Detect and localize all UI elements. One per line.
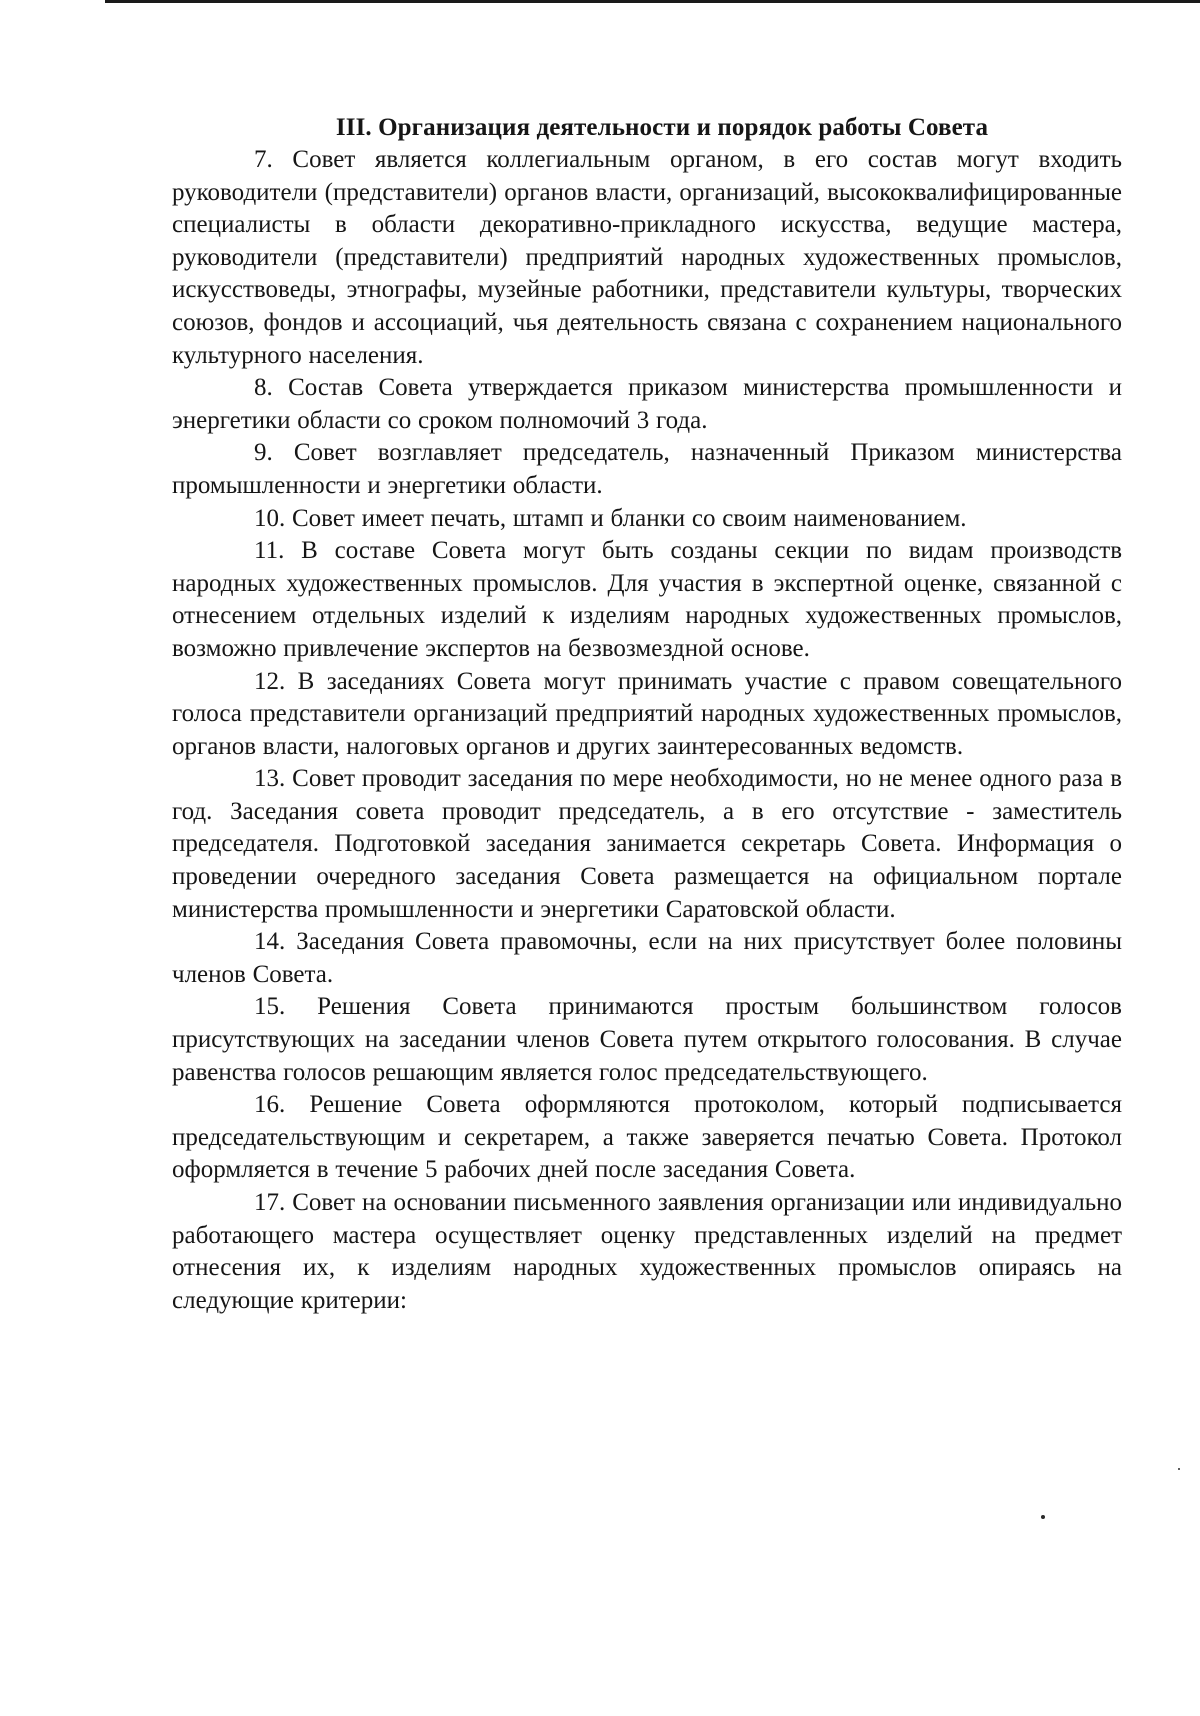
document-body bbox=[172, 112, 1122, 1317]
paragraph-7: 7. Совет является коллегиальным органом, в его состав могут входить руководители (представители) органов власти, организаций, высококвалифицированные специалисты в области декоративно-прикладного искусства, ведущие мастера, руководители (представители) предприятий народных художественных промыслов, искусствоведы, этнографы, музейные работники, представители культуры, творческих союзов, фондов и ассоциаций, чья деятельность связана с сохранением национального культурного населения. bbox=[172, 146, 1122, 369]
paragraph-11: 11. В составе Совета могут быть созданы секции по видам производств народных художественных промыслов. Для участия в экспертной оценке, связанной с отнесением отдельных изделий к изделиям народных художественных промыслов, возможно привлечение экспертов на безвозмездной основе. bbox=[172, 537, 1122, 662]
scan-speck bbox=[1041, 1515, 1045, 1519]
paragraph-14: 14. Заседания Совета правомочны, если на них присутствует более половины членов Совета. bbox=[172, 928, 1122, 988]
paragraph-16: 16. Решение Совета оформляются протоколом, который подписывается председательствующим и секретарем, а также заверяется печатью Совета. Протокол оформляется в течение 5 рабочих дней после заседания Совета. bbox=[172, 1091, 1122, 1184]
paragraph-17: 17. Совет на основании письменного заявления организации или индивидуально работающего мастера осуществляет оценку представленных изделий на предмет отнесения их, к изделиям народных художественных промыслов опираясь на следующие критерии: bbox=[172, 1189, 1122, 1314]
paragraph-15: 15. Решения Совета принимаются простым большинством голосов присутствующих на заседании членов Совета путем открытого голосования. В случае равенства голосов решающим является голос председательствующего. bbox=[172, 993, 1122, 1086]
scan-top-border bbox=[105, 0, 1200, 3]
section-heading: III. Организация деятельности и порядок работы Совета bbox=[335, 114, 989, 141]
paragraph-10: 10. Совет имеет печать, штамп и бланки со своим наименованием. bbox=[254, 504, 967, 532]
scan-speck bbox=[1178, 1468, 1180, 1470]
paragraph-12: 12. В заседаниях Совета могут принимать участие с правом совещательного голоса представители организаций предприятий народных художественных промыслов, органов власти, налоговых органов и других заинтересованных ведомств. bbox=[172, 667, 1122, 760]
paragraph-8: 8. Состав Совета утверждается приказом министерства промышленности и энергетики области со сроком полномочий 3 года. bbox=[172, 374, 1122, 434]
paragraph-9: 9. Совет возглавляет председатель, назначенный Приказом министерства промышленности и энергетики области. bbox=[172, 439, 1122, 499]
paragraph-13: 13. Совет проводит заседания по мере необходимости, но не менее одного раза в год. Заседания совета проводит председатель, а в его отсутствие - заместитель председателя. Подготовкой заседания занимается секретарь Совета. Информация о проведении очередного заседания Совета размещается на официальном портале министерства промышленности и энергетики Саратовской области. bbox=[172, 765, 1122, 923]
